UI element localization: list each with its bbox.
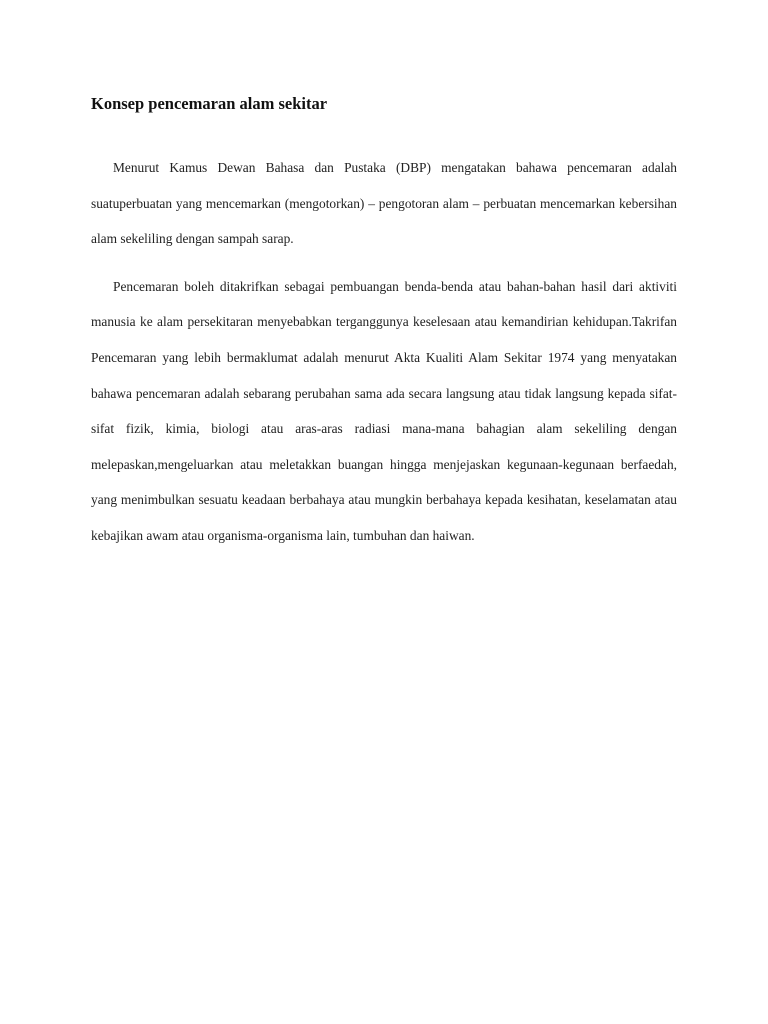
paragraph-definition-act: Pencemaran boleh ditakrifkan sebagai pembuangan benda-benda atau bahan-bahan hasil dari aktiviti manusia ke alam persekitaran menyebabkan terganggunya keselesaan atau kemandirian kehidupan.Takrifan Pencemaran yang lebih bermaklumat adalah menurut Akta Kualiti Alam Sekitar 1974 yang menyatakan bahawa pencemaran adalah sebarang perubahan sama ada secara langsung atau tidak langsung kepada sifat-sifat fizik, kimia, biologi atau aras-aras radiasi mana-mana bahagian alam sekeliling dengan melepaskan,mengeluarkan atau meletakkan buangan hingga menjejaskan kegunaan-kegunaan berfaedah, yang menimbulkan sesuatu keadaan berbahaya atau mungkin berbahaya kepada kesihatan, keselamatan atau kebajikan awam atau organisma-organisma lain, tumbuhan dan haiwan. <box>91 278 677 543</box>
paragraph-definition-dbp: Menurut Kamus Dewan Bahasa dan Pustaka (DBP) mengatakan bahawa pencemaran adalah suatuperbuatan yang mencemarkan (mengotorkan) – pengotoran alam – perbuatan mencemarkan kebersihan alam sekeliling dengan sampah sarap. <box>91 160 677 247</box>
page-heading: Konsep pencemaran alam sekitar <box>91 94 328 113</box>
document-page <box>91 92 677 566</box>
